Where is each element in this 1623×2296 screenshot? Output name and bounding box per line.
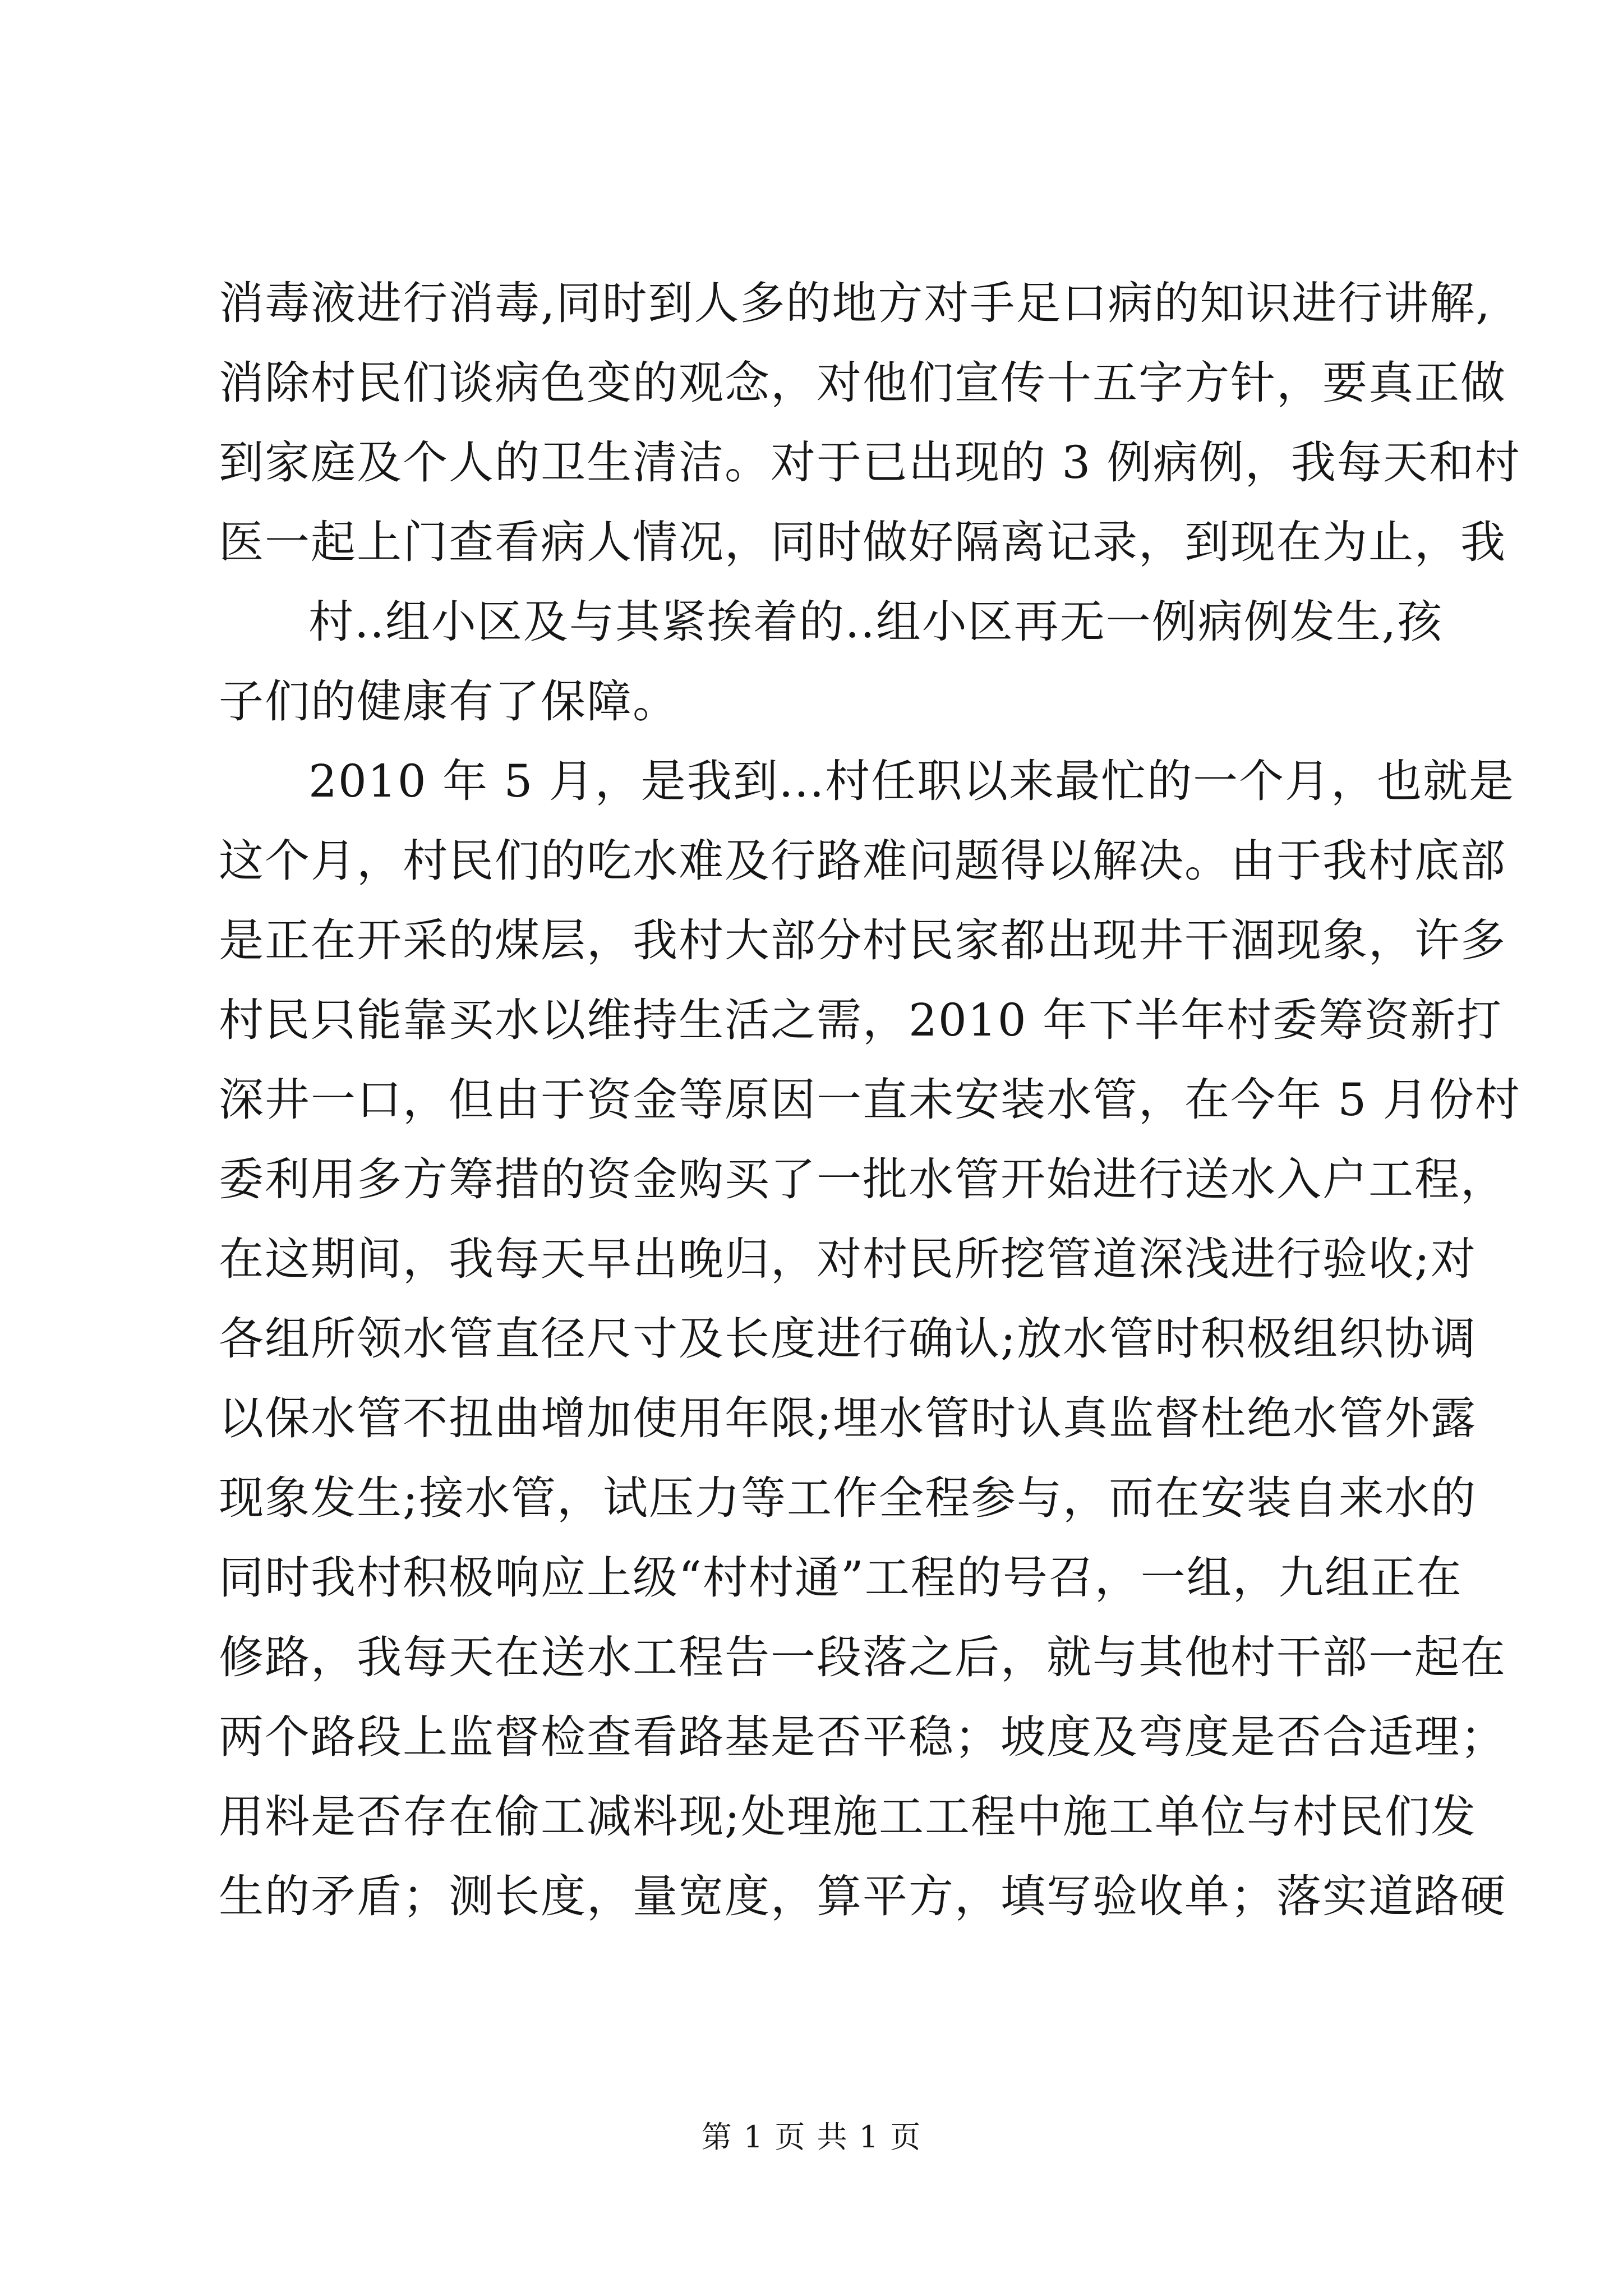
text-line: 两个路段上监督检查看路基是否平稳；坡度及弯度是否合适理； xyxy=(219,1711,1506,1763)
text-line: 医一起上门查看病人情况，同时做好隔离记录，到现在为止，我 xyxy=(219,516,1506,568)
text-line: 深井一口，但由于资金等原因一直未安装水管，在今年 5 月份村 xyxy=(219,1074,1521,1126)
text-line: 是正在开采的煤层，我村大部分村民家都出现井干涸现象，许多 xyxy=(219,914,1506,967)
text-line: 到家庭及个人的卫生清洁。对于已出现的 3 例病例，我每天和村 xyxy=(219,436,1521,489)
text-line: 村民只能靠买水以维持生活之需，2010 年下半年村委筹资新打 xyxy=(219,994,1503,1046)
text-line: 消毒液进行消毒,同时到人多的地方对手足口病的知识进行讲解, xyxy=(219,277,1491,329)
text-line: 生的矛盾；测长度，量宽度，算平方，填写验收单；落实道路硬 xyxy=(219,1870,1506,1922)
page-footer: 第 1 页 共 1 页 xyxy=(701,2119,922,2155)
text-line: 修路，我每天在送水工程告一段落之后，就与其他村干部一起在 xyxy=(219,1631,1506,1683)
text-line: 以保水管不扭曲增加使用年限;埋水管时认真监督杜绝水管外露 xyxy=(219,1392,1477,1444)
text-line: 同时我村积极响应上级“村村通”工程的号召，一组，九组正在 xyxy=(219,1552,1463,1604)
text-line: 村..组小区及与其紧挨着的..组小区再无一例病例发生,孩 xyxy=(308,596,1444,648)
text-line: 各组所领水管直径尺寸及长度进行确认;放水管时积极组织协调 xyxy=(219,1313,1477,1365)
text-line: 消除村民们谈病色变的观念，对他们宣传十五字方针，要真正做 xyxy=(219,357,1506,409)
text-line: 这个月，村民们的吃水难及行路难问题得以解决。由于我村底部 xyxy=(219,835,1506,887)
text-line: 子们的健康有了保障。 xyxy=(219,675,679,728)
text-line: 现象发生;接水管，试压力等工作全程参与，而在安装自来水的 xyxy=(219,1472,1477,1524)
text-line: 在这期间，我每天早出晚归，对村民所挖管道深浅进行验收;对 xyxy=(219,1233,1477,1285)
text-line: 用料是否存在偷工减料现;处理施工工程中施工单位与村民们发 xyxy=(219,1791,1477,1843)
document-body xyxy=(219,264,1521,1936)
text-line: 委利用多方筹措的资金购买了一批水管开始进行送水入户工程， xyxy=(219,1153,1506,1205)
text-line: 2010 年 5 月，是我到...村任职以来最忙的一个月，也就是 xyxy=(308,755,1515,807)
